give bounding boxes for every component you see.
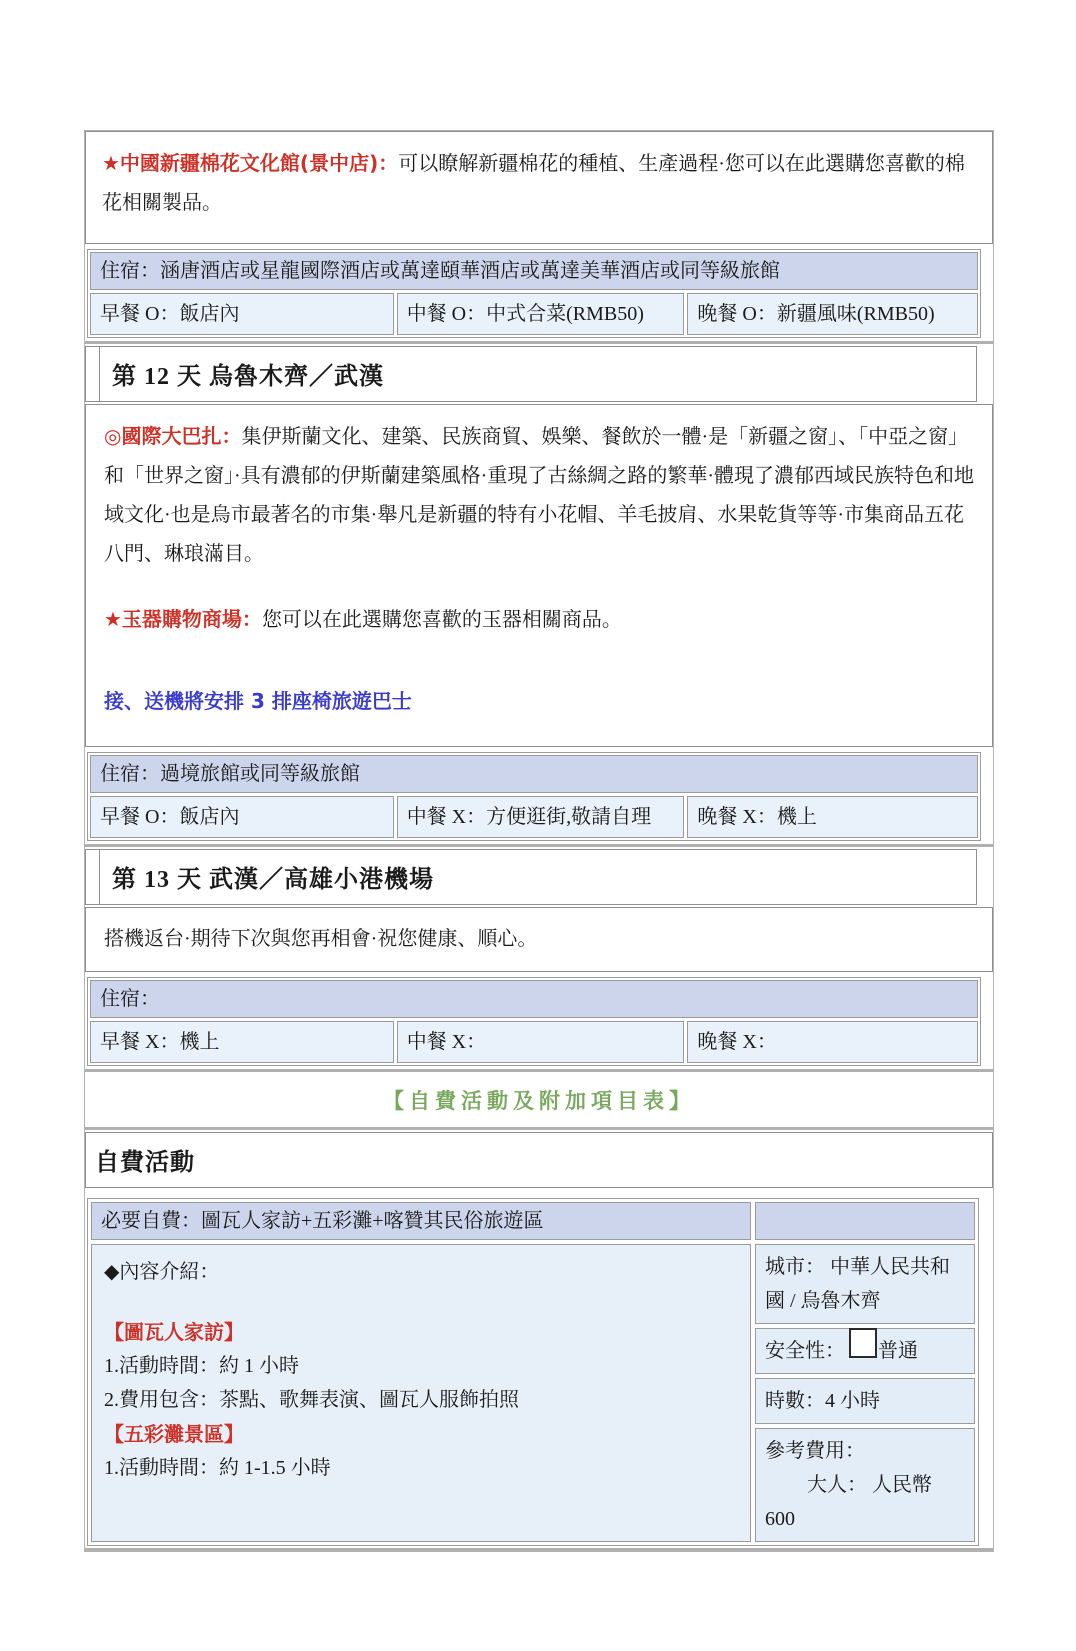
row-separator xyxy=(85,1069,993,1072)
row-separator xyxy=(85,1127,993,1130)
safety-value: 普通 xyxy=(878,1340,918,1362)
safety-label: 安全性： xyxy=(765,1340,845,1362)
required-selfpay-title: 必要自費：圖瓦人家訪+五彩灘+喀贊其民俗旅遊區 xyxy=(91,1202,751,1240)
day12-description xyxy=(85,404,993,747)
lodging-table-day13 xyxy=(87,977,981,1066)
selfpay-table xyxy=(87,1198,979,1546)
day13-title: 第 13 天 武漢／高雄小港機場 xyxy=(112,867,434,893)
bazaar-text: 集伊斯蘭文化、建築、民族商貿、娛樂、餐飲於一體·是「新疆之窗」、「中亞之窗」和「世界之窗」·具有濃郁的伊斯蘭建築風格·重現了古絲綢之路的繁華·體現了濃郁西域民族特色和地域文化·也是烏市最著名的市集·舉凡是新疆的特有小花帽、羊毛披肩、水果乾貨等等·市集商品五花八門、琳琅滿目。 xyxy=(104,426,974,565)
day-header-gutter xyxy=(86,850,100,904)
bus-note-text: 接、送機將安排 3 排座椅旅遊巴士 xyxy=(104,689,412,713)
tuwa-includes: 2.費用包含：茶點、歌舞表演、圖瓦人服飾拍照 xyxy=(104,1389,519,1411)
fee-amount: 600 xyxy=(765,1508,795,1530)
day13-text: 搭機返台·期待下次與您再相會·祝您健康、順心。 xyxy=(104,928,538,950)
meals-row xyxy=(90,293,978,335)
bus-note-line xyxy=(104,682,974,722)
stay-row: 住宿： xyxy=(90,980,978,1018)
day13-header xyxy=(85,849,977,905)
selfpay-header-right-cell xyxy=(755,1202,975,1240)
cotton-museum-label: ★中國新疆棉花文化館(景中店)： xyxy=(102,151,399,175)
bazaar-label: ◎國際大巴扎： xyxy=(104,424,242,448)
lunch-cell: 中餐 O：中式合菜(RMB50) xyxy=(397,293,685,335)
lunch-cell: 中餐 X：方便逛街,敬請自理 xyxy=(397,796,685,838)
day-header-gutter xyxy=(86,347,100,401)
dinner-cell: 晚餐 O：新疆風味(RMB50) xyxy=(687,293,978,335)
selfpay-table-body xyxy=(91,1244,975,1542)
itinerary-outer-table xyxy=(84,130,994,1552)
jade-paragraph xyxy=(104,600,974,640)
selfpay-table-header-row xyxy=(91,1202,975,1240)
safety-checkbox[interactable] xyxy=(849,1328,877,1358)
tuwa-visit-title: 【圖瓦人家訪】 xyxy=(104,1320,244,1344)
bazaar-paragraph xyxy=(104,417,974,574)
dinner-cell: 晚餐 X： xyxy=(687,1021,978,1063)
row-separator xyxy=(85,844,993,847)
stay-row: 住宿：涵唐酒店或星龍國際酒店或萬達頤華酒店或萬達美華酒店或同等級旅館 xyxy=(90,252,978,290)
fee-cell xyxy=(755,1428,975,1542)
day12-header xyxy=(85,346,977,402)
meals-row xyxy=(90,796,978,838)
wucaitan-duration: 1.活動時間：約 1-1.5 小時 xyxy=(104,1457,331,1479)
selfpay-banner-row xyxy=(85,1074,993,1125)
hours-cell: 時數：4 小時 xyxy=(755,1378,975,1424)
jade-label: ★玉器購物商場： xyxy=(104,607,262,631)
day12-title: 第 12 天 烏魯木齊／武漢 xyxy=(112,364,384,390)
fee-adult-line: 大人： 人民幣 xyxy=(807,1474,932,1496)
dinner-cell: 晚餐 X：機上 xyxy=(687,796,978,838)
breakfast-cell: 早餐 O：飯店內 xyxy=(90,796,394,838)
itinerary-page xyxy=(84,130,994,1552)
lodging-table-day12 xyxy=(87,752,981,841)
day13-description xyxy=(85,907,993,972)
fee-label: 參考費用： xyxy=(765,1440,865,1462)
content-intro-label: ◆內容介紹： xyxy=(104,1261,220,1283)
wucaitan-title: 【五彩灘景區】 xyxy=(104,1422,244,1446)
city-cell: 城市： 中華人民共和國 / 烏魯木齊 xyxy=(755,1244,975,1324)
meals-row xyxy=(90,1021,978,1063)
lodging-table-day11 xyxy=(87,249,981,338)
row-separator xyxy=(85,1548,993,1551)
breakfast-cell: 早餐 X：機上 xyxy=(90,1021,394,1063)
stay-row: 住宿：過境旅館或同等級旅館 xyxy=(90,755,978,793)
lunch-cell: 中餐 X： xyxy=(397,1021,685,1063)
selfpay-meta-column xyxy=(755,1244,975,1542)
safety-cell xyxy=(755,1328,975,1374)
cotton-museum-text: 可以瞭解新疆棉花的種植、生產過程·您可以在此選購您喜歡的棉花相關製品。 xyxy=(102,153,965,214)
row-separator xyxy=(85,341,993,344)
selfpay-section-title: 自費活動 xyxy=(85,1132,993,1188)
cotton-museum-note xyxy=(85,131,993,244)
breakfast-cell: 早餐 O：飯店內 xyxy=(90,293,394,335)
jade-text: 您可以在此選購您喜歡的玉器相關商品。 xyxy=(261,609,622,631)
selfpay-content-cell xyxy=(91,1244,751,1542)
tuwa-duration: 1.活動時間：約 1 小時 xyxy=(104,1355,299,1377)
selfpay-banner-text: 【自費活動及附加項目表】 xyxy=(383,1089,695,1113)
